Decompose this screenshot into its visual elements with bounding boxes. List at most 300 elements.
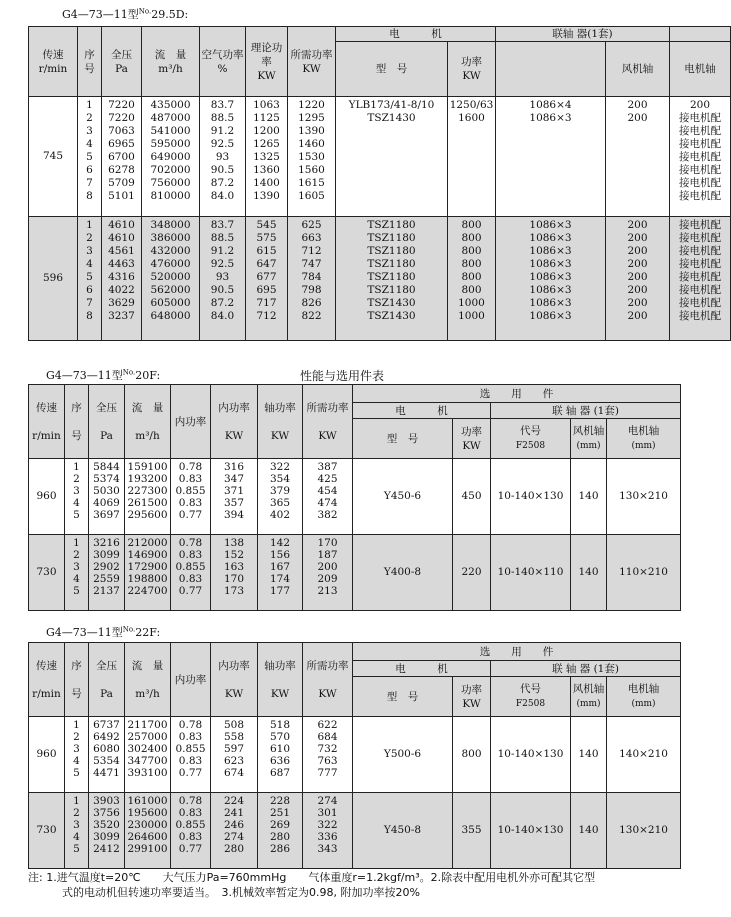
cell-value: 732 (317, 743, 338, 755)
header-inner-eff: 内功率 (171, 385, 211, 459)
cell-value: 88.5 (210, 112, 235, 124)
table2-group-960 (29, 459, 681, 535)
cell-value: 0.855 (175, 561, 206, 573)
pressure-list (102, 217, 142, 341)
cell-value: 195600 (127, 807, 168, 819)
cell-value: 1086×3 (529, 232, 572, 244)
cell-value: 1000 (458, 310, 485, 322)
cell-value: 347 (223, 473, 245, 485)
cell-value: 316 (223, 461, 245, 473)
cell-value: 接电机配 (679, 232, 721, 244)
cell-value: 712 (256, 310, 277, 322)
cell-value: 393100 (127, 767, 168, 779)
cell-value: 1265 (253, 138, 280, 150)
fan-shaft-list (606, 97, 670, 217)
cell-value: 777 (317, 767, 338, 779)
header-flow: 流 量 m³/h (142, 27, 200, 97)
motor-power: 355 (453, 793, 491, 869)
cell-value: 138 (223, 537, 245, 549)
cell-value: 接电机配 (679, 271, 721, 283)
cell-value: 156 (269, 549, 291, 561)
header-need-power: 所需功率 KW (303, 385, 353, 459)
air-power-list (200, 217, 246, 341)
header-pressure: 全压 Pa (89, 643, 125, 717)
cell-value: 163 (223, 561, 245, 573)
cell-value: 5709 (108, 177, 135, 189)
cell-value: 6965 (108, 138, 135, 150)
table1-group-745 (29, 97, 731, 217)
cell-value: 1086×3 (529, 112, 572, 124)
cell-value: 87.2 (210, 297, 235, 309)
header-fan-shaft: 风机轴 (606, 42, 670, 97)
cell-value: 1615 (298, 177, 325, 189)
inner-power-list (211, 717, 258, 793)
cell-value: 84.0 (210, 310, 235, 322)
header-power: 功率 KW (453, 677, 491, 717)
cell-value: 8 (86, 310, 93, 322)
header-no: 序 号 (78, 27, 102, 97)
cell-value: 2412 (93, 843, 120, 855)
cell-value: 0.855 (175, 485, 206, 497)
cell-value: 343 (317, 843, 338, 855)
cell-value: 1086×4 (529, 99, 572, 111)
theory-power-list (246, 217, 288, 341)
cell-value: 4 (73, 497, 80, 509)
cell-value: 1325 (253, 151, 280, 163)
cell-value: 826 (301, 297, 322, 309)
cell-value: 0.83 (178, 807, 203, 819)
fan-shaft: 140 (571, 459, 607, 535)
cell-value: 322 (269, 461, 291, 473)
no-list (78, 217, 102, 341)
cell-value: 674 (223, 767, 245, 779)
shaft-power-list (258, 717, 303, 793)
fan-shaft: 140 (571, 535, 607, 611)
cell-value: 4471 (93, 767, 120, 779)
cell-value: 1086×3 (529, 284, 572, 296)
cell-value: 1390 (298, 125, 325, 137)
cell-value: 6 (86, 284, 93, 296)
cell-value: 476000 (150, 258, 191, 270)
cell-value: 146900 (127, 549, 168, 561)
cell-value: 209 (317, 573, 338, 585)
cell-value: 0.78 (178, 461, 203, 473)
cell-value: 597 (223, 743, 245, 755)
no-list (65, 717, 89, 793)
cell-value: 286 (269, 843, 291, 855)
cell-value: 3099 (93, 831, 120, 843)
pressure-list (89, 459, 125, 535)
cell-value: 5030 (93, 485, 120, 497)
cell-value: 348000 (150, 219, 191, 231)
cell-value: 224700 (127, 585, 168, 597)
cell-value: 357 (223, 497, 245, 509)
cell-value: 200 (627, 245, 648, 257)
cell-value: 402 (269, 509, 291, 521)
coupling-list (496, 217, 606, 341)
cell-value: 5354 (93, 755, 120, 767)
cell-value: 0.77 (178, 509, 203, 521)
table1-grid (28, 26, 731, 341)
cell-value: 379 (269, 485, 291, 497)
cell-value: 159100 (127, 461, 168, 473)
pressure-list (89, 717, 125, 793)
cell-value: 702000 (150, 164, 191, 176)
cell-value: 接电机配 (679, 258, 721, 270)
cell-value: TSZ1430 (367, 297, 416, 309)
cell-value: 2 (73, 731, 80, 743)
speed-cell: 730 (29, 793, 65, 869)
header-motor: 电 机 (353, 403, 491, 419)
motor-model: Y500-6 (353, 717, 453, 793)
header-model: 型 号 (353, 677, 453, 717)
cell-value: 810000 (150, 190, 191, 202)
header-power: 功率 KW (453, 419, 491, 459)
header-coupling-blank (496, 42, 606, 97)
cell-value: 3099 (93, 549, 120, 561)
flow-list (142, 97, 200, 217)
flow-list (125, 793, 171, 869)
cell-value: 636 (269, 755, 291, 767)
cell-value: 687 (269, 767, 291, 779)
cell-value: YLB173/41-8/10 (348, 99, 435, 111)
header-code: 代号 F2508 (491, 677, 571, 717)
cell-value: 800 (461, 219, 482, 231)
cell-value: 90.5 (210, 284, 235, 296)
cell-value: 4 (73, 831, 80, 843)
cell-value: 200 (627, 310, 648, 322)
cell-value: 784 (301, 271, 322, 283)
inner-power-list (211, 535, 258, 611)
cell-value: 371 (223, 485, 245, 497)
cell-value: 2 (73, 807, 80, 819)
cell-value: 508 (223, 719, 245, 731)
motor-model: Y450-6 (353, 459, 453, 535)
cell-value: 6492 (93, 731, 120, 743)
cell-value: 224 (223, 795, 245, 807)
motor-model-list (336, 97, 448, 217)
cell-value: 747 (301, 258, 322, 270)
cell-value: 295600 (127, 509, 168, 521)
cell-value: 193200 (127, 473, 168, 485)
cell-value: 2 (86, 112, 93, 124)
cell-value: 800 (461, 271, 482, 283)
cell-value: 187 (317, 549, 338, 561)
cell-value: TSZ1180 (367, 245, 416, 257)
cell-value: 161000 (127, 795, 168, 807)
cell-value: 1605 (298, 190, 325, 202)
cell-value: 454 (317, 485, 338, 497)
table2-group-730 (29, 535, 681, 611)
cell-value: 90.5 (210, 164, 235, 176)
cell-value: 4 (86, 138, 93, 150)
cell-value: 800 (461, 258, 482, 270)
cell-value: 0.83 (178, 573, 203, 585)
cell-value: 354 (269, 473, 291, 485)
cell-value: 0.77 (178, 585, 203, 597)
cell-value: 280 (223, 843, 245, 855)
cell-value: 257000 (127, 731, 168, 743)
cell-value: 347700 (127, 755, 168, 767)
cell-value: 605000 (150, 297, 191, 309)
need-power-list (303, 459, 353, 535)
header-air-power: 空气功率 % (200, 27, 246, 97)
header-no: 序 号 (65, 643, 89, 717)
cell-value: 800 (461, 245, 482, 257)
cell-value: 5 (73, 843, 80, 855)
coupling-list (496, 97, 606, 217)
cell-value: 172900 (127, 561, 168, 573)
cell-value: 7 (86, 297, 93, 309)
cell-value: 712 (301, 245, 322, 257)
cell-value: 1400 (253, 177, 280, 189)
need-power-list (303, 717, 353, 793)
cell-value: 接电机配 (679, 284, 721, 296)
header-pressure: 全压 Pa (89, 385, 125, 459)
cell-value: 200 (627, 284, 648, 296)
speed-cell: 960 (29, 459, 65, 535)
cell-value: 167 (269, 561, 291, 573)
cell-value: 0.83 (178, 497, 203, 509)
cell-value: 0.83 (178, 831, 203, 843)
cell-value: 212000 (127, 537, 168, 549)
table1-group-596 (29, 217, 731, 341)
cell-value: 2902 (93, 561, 120, 573)
cell-value: 822 (301, 310, 322, 322)
flow-list (125, 459, 171, 535)
header-no: 序 号 (65, 385, 89, 459)
cell-value: TSZ1180 (367, 219, 416, 231)
header-pressure: 全压 Pa (102, 27, 142, 97)
pressure-list (102, 97, 142, 217)
pressure-list (89, 535, 125, 611)
cell-value: 211700 (127, 719, 168, 731)
cell-value: 1200 (253, 125, 280, 137)
cell-value: 1220 (298, 99, 325, 111)
header-motor-shaft: 电机轴 (mm) (607, 419, 681, 459)
cell-value: 520000 (150, 271, 191, 283)
cell-value: 174 (269, 573, 291, 585)
header-flow: 流 量 m³/h (125, 643, 171, 717)
cell-value: 1063 (253, 99, 280, 111)
header-motor: 电 机 (353, 661, 491, 677)
cell-value: 756000 (150, 177, 191, 189)
cell-value: 4022 (108, 284, 135, 296)
no-list (65, 793, 89, 869)
performance-selection-title: 性能与选用件表 (300, 369, 385, 383)
cell-value: 3 (86, 125, 93, 137)
cell-value: 625 (301, 219, 322, 231)
inner-eff-list (171, 535, 211, 611)
cell-value: 3 (73, 561, 80, 573)
cell-value: 261500 (127, 497, 168, 509)
header-shaft-power: 轴功率 KW (258, 643, 303, 717)
cell-value: 5 (86, 151, 93, 163)
speed-cell: 730 (29, 535, 65, 611)
cell-value: 170 (223, 573, 245, 585)
cell-value: 5 (73, 509, 80, 521)
header-motor-shaft: 电机轴 (670, 42, 731, 97)
motor-shaft: 110×210 (607, 535, 681, 611)
cell-value: 4463 (108, 258, 135, 270)
cell-value: 200 (627, 271, 648, 283)
header-motor: 电 机 (336, 27, 496, 42)
cell-value: 227300 (127, 485, 168, 497)
cell-value: 4 (86, 258, 93, 270)
table3-group-730 (29, 793, 681, 869)
cell-value: 1460 (298, 138, 325, 150)
cell-value: 0.855 (175, 743, 206, 755)
flow-list (125, 535, 171, 611)
header-blank (670, 27, 731, 42)
cell-value: 177 (269, 585, 291, 597)
cell-value: 83.7 (210, 219, 235, 231)
speed-cell: 745 (29, 97, 78, 217)
cell-value: 3 (86, 245, 93, 257)
cell-value: 6278 (108, 164, 135, 176)
cell-value: 88.5 (210, 232, 235, 244)
cell-value: 83.7 (210, 99, 235, 111)
header-model: 型 号 (353, 419, 453, 459)
cell-value: 200 (689, 99, 711, 111)
air-power-list (200, 97, 246, 217)
table2-title: G4—73—11型$^{No.}$20F: (46, 368, 161, 382)
cell-value: 173 (223, 585, 245, 597)
cell-value: 1086×3 (529, 310, 572, 322)
header-coupling: 联 轴 器 (1套) (491, 403, 681, 419)
motor-power: 220 (453, 535, 491, 611)
cell-value: 3903 (93, 795, 120, 807)
cell-value: 336 (317, 831, 338, 843)
cell-value: 5 (86, 271, 93, 283)
cell-value: TSZ1180 (367, 271, 416, 283)
cell-value: 5374 (93, 473, 120, 485)
no-list (78, 97, 102, 217)
cell-value: 93 (215, 271, 230, 283)
cell-value: 5 (73, 585, 80, 597)
cell-value: 200 (317, 561, 338, 573)
cell-value: 0.83 (178, 549, 203, 561)
cell-value: 663 (301, 232, 322, 244)
cell-value: 4610 (108, 232, 135, 244)
cell-value: 274 (223, 831, 245, 843)
cell-value: 接电机配 (679, 190, 721, 202)
cell-value: 0.83 (178, 473, 203, 485)
cell-value: 365 (269, 497, 291, 509)
cell-value: 0.83 (178, 731, 203, 743)
cell-value: 接电机配 (679, 219, 721, 231)
header-power: 功率 KW (448, 42, 496, 97)
cell-value: 570 (269, 731, 291, 743)
cell-value: 213 (317, 585, 338, 597)
cell-value: 7063 (108, 125, 135, 137)
cell-value: 763 (317, 755, 338, 767)
cell-value: 301 (317, 807, 338, 819)
cell-value: 4 (73, 573, 80, 585)
shaft-power-list (258, 459, 303, 535)
fan-shaft-list (606, 217, 670, 341)
cell-value: 8 (86, 190, 93, 202)
header-need-power: 所需功率 KW (303, 643, 353, 717)
cell-value: 200 (627, 258, 648, 270)
coupling-code: 10-140×130 (491, 717, 571, 793)
motor-shaft-list (670, 217, 731, 341)
cell-value: TSZ1180 (367, 258, 416, 270)
cell-value: 474 (317, 497, 338, 509)
speed-cell: 596 (29, 217, 78, 341)
cell-value: 575 (256, 232, 277, 244)
cell-value: 200 (627, 297, 648, 309)
cell-value: 1250/63 (449, 99, 494, 111)
cell-value: 1125 (253, 112, 280, 124)
motor-shaft: 130×210 (607, 793, 681, 869)
cell-value: 518 (269, 719, 291, 731)
inner-eff-list (171, 793, 211, 869)
header-speed: 传速 r/min (29, 643, 65, 717)
cell-value: 接电机配 (679, 138, 721, 150)
cell-value: 717 (256, 297, 277, 309)
inner-eff-list (171, 717, 211, 793)
inner-power-list (211, 793, 258, 869)
footnote (28, 870, 678, 900)
footnote-line-2: 式的电动机但转速功率要适当。 3.机械效率暂定为0.98, 附加功率按20% (62, 886, 420, 899)
theory-power-list (246, 97, 288, 217)
header-selection: 选 用 件 (353, 643, 681, 661)
cell-value: 269 (269, 819, 291, 831)
motor-model-list (336, 217, 448, 341)
cell-value: 432000 (150, 245, 191, 257)
cell-value: 1 (73, 795, 80, 807)
header-coupling: 联 轴 器 (1套) (491, 661, 681, 677)
cell-value: 1000 (458, 297, 485, 309)
cell-value: 200 (627, 219, 648, 231)
cell-value: 302400 (127, 743, 168, 755)
cell-value: 610 (269, 743, 291, 755)
cell-value: 5844 (93, 461, 120, 473)
cell-value: 接电机配 (679, 112, 721, 124)
cell-value: 649000 (150, 151, 191, 163)
header-inner-power: 内功率 KW (211, 643, 258, 717)
motor-model: Y450-8 (353, 793, 453, 869)
cell-value: 1086×3 (529, 245, 572, 257)
motor-shaft: 130×210 (607, 459, 681, 535)
cell-value: 92.5 (210, 138, 235, 150)
cell-value: 91.2 (210, 125, 235, 137)
flow-list (125, 717, 171, 793)
cell-value: 425 (317, 473, 338, 485)
header-code: 代号 F2508 (491, 419, 571, 459)
cell-value: 1086×3 (529, 271, 572, 283)
cell-value: 2 (73, 549, 80, 561)
cell-value: 545 (256, 219, 277, 231)
cell-value: 3629 (108, 297, 135, 309)
cell-value: 3 (73, 819, 80, 831)
cell-value: 562000 (150, 284, 191, 296)
no-list (65, 459, 89, 535)
cell-value: 3756 (93, 807, 120, 819)
cell-value: 695 (256, 284, 277, 296)
shaft-power-list (258, 535, 303, 611)
cell-value: 1 (86, 219, 93, 231)
cell-value: 0.77 (178, 843, 203, 855)
cell-value: 241 (223, 807, 245, 819)
cell-value: 394 (223, 509, 245, 521)
cell-value: 684 (317, 731, 338, 743)
cell-value: 92.5 (210, 258, 235, 270)
cell-value: 6700 (108, 151, 135, 163)
coupling-code: 10-140×130 (491, 459, 571, 535)
header-need-power: 所需功率 KW (288, 27, 336, 97)
